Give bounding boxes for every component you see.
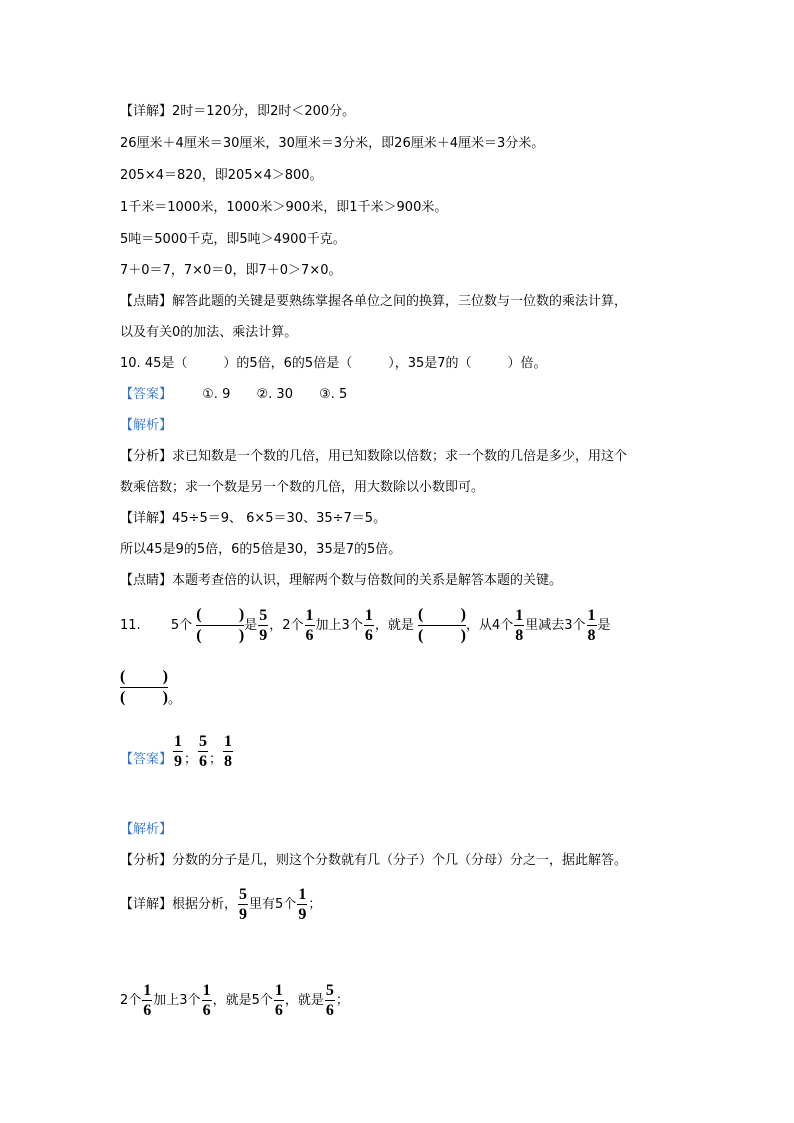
fenxi-text: 求已知数是一个数的几倍，用已知数除以倍数；求一个数的几倍是多少，用这个 bbox=[172, 449, 628, 464]
fraction-5-9: $\frac{5}{9}$ bbox=[239, 886, 248, 923]
q10-detail-line2: 所以45是9的5倍，6的5倍是30，35是7的5倍。 bbox=[120, 542, 402, 557]
q10-fenxi-line2: 数乘倍数；求一个数是另一个数的几倍，用大数除以小数即可。 bbox=[120, 480, 485, 495]
question-number: 11. bbox=[120, 618, 141, 633]
blank-fraction: ( ) ( ) bbox=[196, 606, 245, 644]
fraction-1-6: $\frac{1}{6}$ bbox=[364, 607, 373, 644]
detail-text: 加上3个 bbox=[153, 993, 201, 1008]
detail-tag: 【详解】 bbox=[120, 104, 173, 119]
question-text: 加上3个 bbox=[315, 618, 363, 633]
q9-detail-line5: 5吨＝5000千克，即5吨＞4900千克。 bbox=[120, 232, 346, 247]
question-text: 是 bbox=[597, 618, 611, 633]
question-text: ，2个 bbox=[269, 618, 304, 633]
q11-question-line2 bbox=[120, 668, 181, 719]
q9-detail-line1 bbox=[120, 104, 355, 120]
detail-tag: 【详解】 bbox=[120, 897, 173, 912]
q9-detail-line4: 1千米＝1000米，1000米＞900米，即1千米＞900米。 bbox=[120, 200, 448, 215]
detail-text: ； bbox=[308, 897, 322, 912]
answer-fraction-2: $\frac{5}{6}$ bbox=[199, 733, 208, 770]
answer-tag: 【答案】 bbox=[120, 387, 173, 402]
q10-analysis-tag: 【解析】 bbox=[120, 418, 173, 433]
detail-tag: 【详解】 bbox=[120, 511, 173, 526]
q10-fenxi-line1 bbox=[120, 449, 627, 465]
fraction-1-6: $\frac{1}{6}$ bbox=[305, 607, 314, 644]
q9-detail-line3: 205×4＝820，即205×4＞800。 bbox=[120, 168, 323, 183]
q11-answer bbox=[120, 733, 234, 779]
tip-tag: 【点睛】 bbox=[120, 573, 173, 588]
q10-answer bbox=[120, 387, 347, 403]
answer-tag: 【答案】 bbox=[120, 752, 173, 767]
fraction-1-8: $\frac{1}{8}$ bbox=[515, 607, 524, 644]
question-text: ）倍。 bbox=[507, 356, 547, 371]
detail-text: ，就是5个 bbox=[212, 993, 273, 1008]
blank-fraction: ( ) ( ) bbox=[120, 668, 168, 706]
tip-tag: 【点睛】 bbox=[120, 294, 173, 309]
tip-text: 解答此题的关键是要熟练掌握各单位之间的换算，三位数与一位数的乘法计算， bbox=[172, 294, 628, 309]
fraction-1-8: $\frac{1}{8}$ bbox=[587, 607, 596, 644]
answer-fraction-1: $\frac{1}{9}$ bbox=[174, 733, 183, 770]
tip-text: 本题考查倍的认识，理解两个数与倍数间的关系是解答本题的关键。 bbox=[172, 573, 563, 588]
detail-text: 2时＝120分，即2时＜200分。 bbox=[172, 104, 356, 119]
separator: ； bbox=[209, 752, 223, 767]
question-text: ）的5倍，6的5倍是（ bbox=[223, 356, 353, 371]
q11-question-line1 bbox=[120, 606, 611, 645]
question-text: ，从4个 bbox=[465, 618, 514, 633]
q11-analysis-tag: 【解析】 bbox=[120, 822, 173, 837]
fraction-1-6: $\frac{1}{6}$ bbox=[202, 982, 211, 1019]
q11-fenxi bbox=[120, 853, 627, 869]
q9-detail-line6: 7＋0＝7，7×0＝0，即7＋0＞7×0。 bbox=[120, 263, 342, 278]
question-text: 5个 bbox=[170, 618, 193, 633]
fenxi-tag: 【分析】 bbox=[120, 449, 173, 464]
fenxi-text: 分数的分子是几，则这个分数就有几（分子）个几（分母）分之一，据此解答。 bbox=[172, 853, 628, 868]
detail-text: 里有5个 bbox=[249, 897, 297, 912]
fraction-5-6: $\frac{5}{6}$ bbox=[325, 982, 334, 1019]
answer-fraction-3: $\frac{1}{8}$ bbox=[224, 733, 233, 770]
answer-2: ②. 30 bbox=[256, 387, 293, 402]
question-text: 里减去3个 bbox=[525, 618, 586, 633]
blank-fraction: ( ) ( ) bbox=[417, 606, 466, 644]
q11-detail-line1 bbox=[120, 886, 321, 924]
q9-tip-line2: 以及有关0的加法、乘法计算。 bbox=[120, 325, 298, 340]
detail-text: 2个 bbox=[120, 993, 142, 1008]
question-number: 10. bbox=[120, 356, 141, 371]
question-text: 45是（ bbox=[144, 356, 188, 371]
detail-text: 根据分析， bbox=[172, 897, 238, 912]
detail-text: ，就是 bbox=[284, 993, 324, 1008]
separator: ； bbox=[184, 752, 198, 767]
answer-3: ③. 5 bbox=[319, 387, 348, 402]
detail-text: ； bbox=[335, 993, 349, 1008]
fraction-1-6: $\frac{1}{6}$ bbox=[274, 982, 283, 1019]
q10-tip bbox=[120, 573, 562, 589]
detail-text: 45÷5＝9、 6×5＝30、35÷7＝5。 bbox=[172, 511, 387, 526]
fraction-5-9: $\frac{5}{9}$ bbox=[259, 607, 268, 644]
q10-question bbox=[120, 356, 547, 372]
fraction-1-6: $\frac{1}{6}$ bbox=[143, 982, 152, 1019]
q9-detail-line2: 26厘米＋4厘米＝30厘米，30厘米＝3分米，即26厘米＋4厘米＝3分米。 bbox=[120, 136, 545, 151]
question-text: 。 bbox=[168, 692, 182, 707]
fraction-1-9: $\frac{1}{9}$ bbox=[298, 886, 307, 923]
fenxi-tag: 【分析】 bbox=[120, 853, 173, 868]
question-text: 是 bbox=[244, 618, 258, 633]
q9-tip-line1 bbox=[120, 294, 627, 310]
question-text: ），35是7的（ bbox=[388, 356, 472, 371]
question-text: ，就是 bbox=[374, 618, 414, 633]
q11-detail-line2 bbox=[120, 982, 349, 1020]
answer-1: ①. 9 bbox=[202, 387, 231, 402]
q10-detail-line1 bbox=[120, 511, 386, 527]
